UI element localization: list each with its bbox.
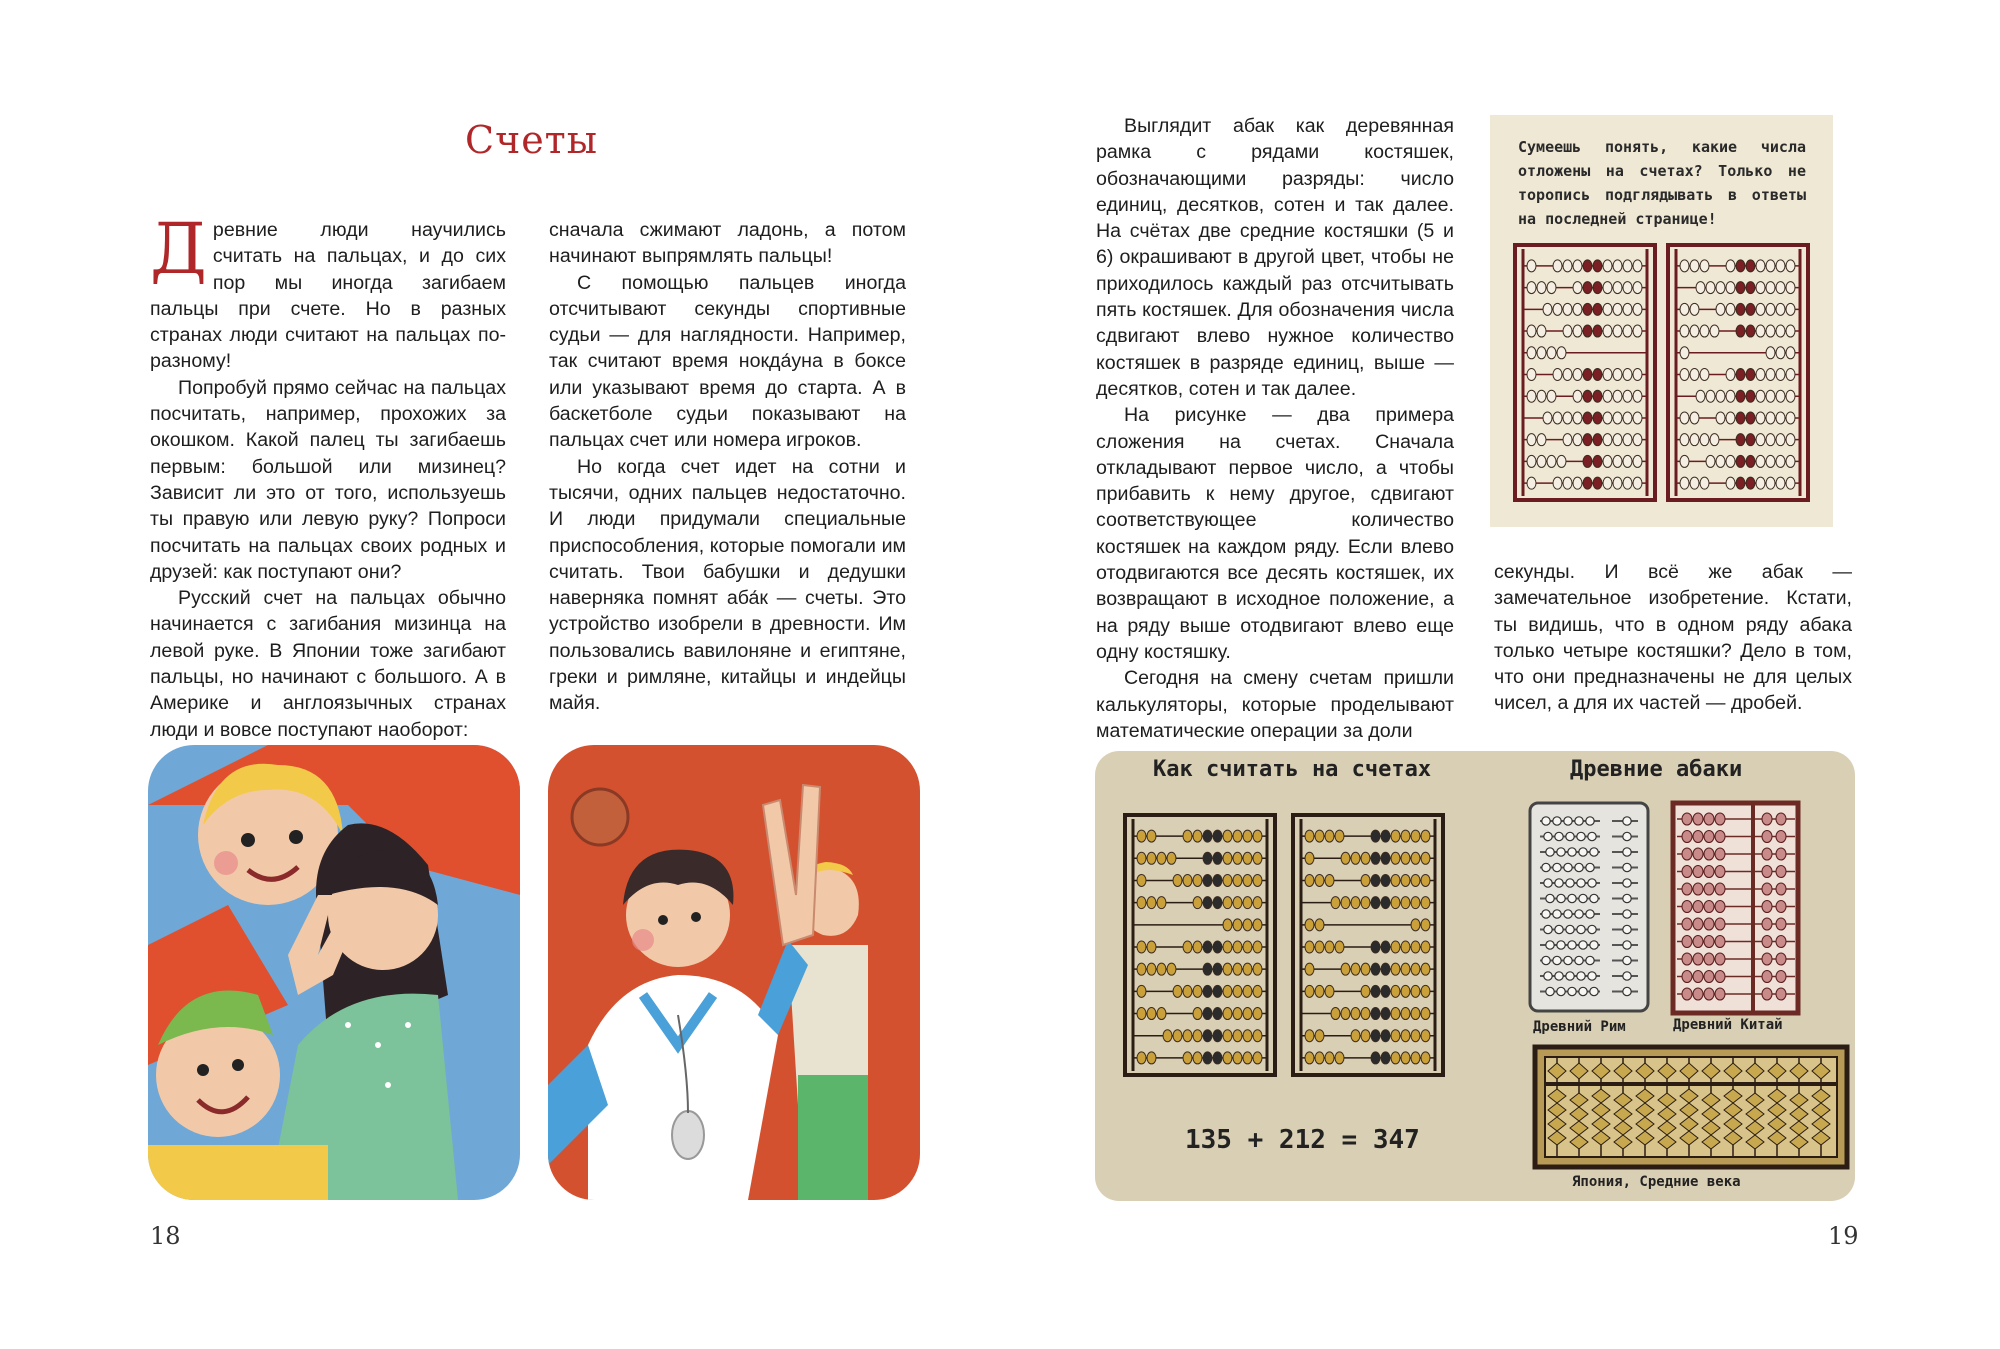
abacus — [1293, 815, 1443, 1075]
panel-heading-ancient-abaci: Древние абаки — [1570, 757, 1743, 782]
right-page — [1000, 0, 2000, 1349]
abacus-panel — [1095, 751, 1855, 1201]
abacus — [1668, 245, 1808, 500]
chinese-abacus — [1673, 803, 1798, 1013]
page-number: 18 — [150, 1222, 181, 1250]
referee-illustration — [548, 745, 920, 1200]
paragraph: С помощью пальцев иногда отсчитывают секунды спортивные судьи — для наглядности. Например, так считают время нокда́уна в боксе или указывают время до старта. А в баскетболе судьи показывают на пальцах счет или номера игроков. — [549, 271, 906, 452]
paragraph: Выглядит абак как деревянная рамка с рядами костяшек, обозначающими разряды: число единиц, десятков, сотен и так далее. На счётах две средние костяшки (5 и 6) окрашивают в другой цвет, чтобы не приходилось каждый раз отсчитывать пять костяшек. Для обозначения числа сдвигают влево нужное количество костяшек в разряде единиц, выше — десятков, сотен и так далее. — [1096, 115, 1454, 400]
paragraph: Попробуй прямо сейчас на пальцах посчитать, например, прохожих за окошком. Какой палец ты загибаешь первым: большой или мизинец? Зависит ли это от того, используешь ты правую или левую руку? Попроси посчитать на пальцах своих родных и друзей: как поступают они? — [150, 376, 506, 583]
abacus — [1125, 815, 1275, 1075]
caption-medieval-japan: Япония, Средние века — [1572, 1174, 1741, 1190]
kids-illustration — [148, 745, 520, 1200]
panel-heading-how-to-count: Как считать на счетах — [1153, 757, 1432, 782]
page-number: 19 — [1828, 1222, 1859, 1250]
caption-ancient-rome: Древний Рим — [1533, 1019, 1626, 1035]
paragraph: секунды. И всё же абак — замечательное изобретение. Кстати, ты видишь, что в одном ряду абака только четыре костяшки? Дело в том, что они предназначены не для целых чисел, а для их частей — дробей. — [1494, 561, 1852, 715]
quiz-box — [1490, 115, 1833, 527]
right-column-1 — [1096, 113, 1454, 744]
drop-cap: Д — [150, 208, 207, 290]
right-column-2 — [1494, 559, 1852, 717]
page-title: Счеты — [465, 118, 598, 162]
paragraph: Но когда счет идет на сотни и тысячи, одних пальцев недостаточно. И люди придумали специальные приспособления, которые помогали им считать. Твои бабушки и дедушки наверняка помнят аба́к — счеты. Это устройство изобрели в древности. Им пользовались вавилоняне и египтяне, греки и римляне, китайцы и индейцы майя. — [549, 455, 906, 715]
paragraph: Сегодня на смену счетам пришли калькуляторы, которые проделывают математические операции за доли — [1096, 667, 1454, 742]
quiz-abacus-pair — [1490, 115, 1833, 527]
quiz-text: Сумеешь понять, какие числа отложены на счетах? Только не торопись подглядывать в ответы на последней странице! — [1518, 138, 1806, 228]
abacus — [1515, 245, 1655, 500]
addition-equation: 135 + 212 = 347 — [1185, 1125, 1420, 1155]
roman-abacus — [1530, 803, 1648, 1011]
left-column-2 — [549, 217, 906, 717]
paragraph: сначала сжимают ладонь, а потом начинают выпрямлять пальцы! — [549, 219, 906, 268]
paragraph: Русский счет на пальцах обычно начинается с загибания мизинца на левой руке. В Японии тоже загибают пальцы, но начинают с большого. А в Америке и англоязычных странах люди и вовсе поступают наоборот: — [150, 587, 506, 741]
paragraph: На рисунке — два примера сложения на счетах. Сначала откладывают первое число, а чтобы прибавить к нему другое, сдвигают соответствующее количество костяшек на каждом ряду. Если влево отодвигаются все десять костяшек, их возвращают в исходное положение, а на ряду выше отодвигают влево еще одну костяшку. — [1096, 404, 1454, 663]
paragraph: Древние люди научились считать на пальцах, и до сих пор мы иногда загибаем пальцы при счете. Но в разных странах люди считают на пальцах по-разному! — [150, 208, 506, 373]
left-column-1 — [150, 208, 506, 743]
japanese-abacus — [1535, 1047, 1847, 1167]
caption-ancient-china: Древний Китай — [1673, 1017, 1783, 1033]
